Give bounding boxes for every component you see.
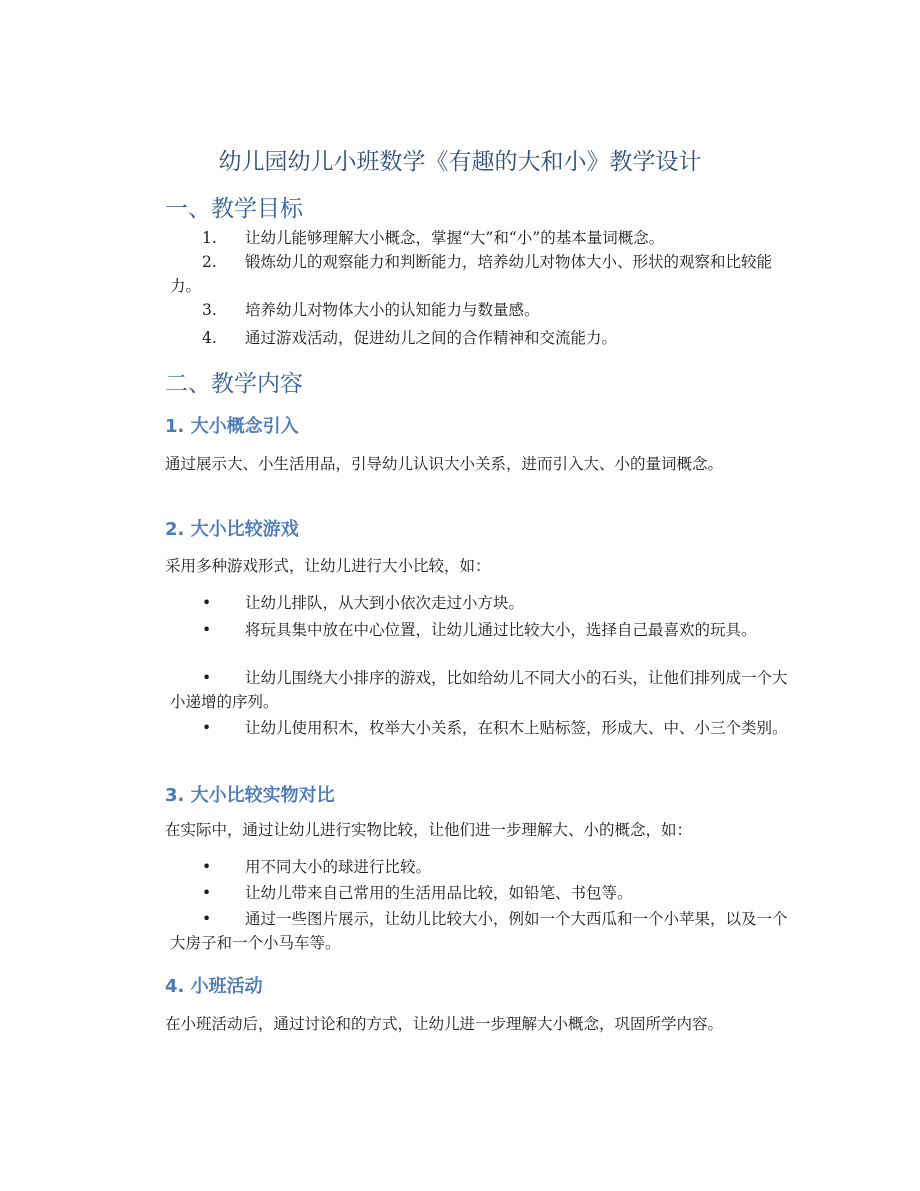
subsection-heading-game: 2. 大小比较游戏 <box>165 519 299 540</box>
list-item-text: 将玩具集中放在中心位置，让幼儿通过比较大小，选择自己最喜欢的玩具。 <box>245 621 757 639</box>
list-marker: 2. <box>202 253 217 271</box>
list-item-text: 让幼儿围绕大小排序的游戏，比如给幼儿不同大小的石头，让他们排列成一个大小递增的序列。 <box>170 669 788 711</box>
bullet-marker: • <box>202 621 212 639</box>
subsection-heading-compare: 3. 大小比较实物对比 <box>165 785 335 806</box>
bullet-marker: • <box>202 910 212 928</box>
list-item <box>170 250 790 298</box>
list-item <box>170 881 790 905</box>
list-item-text: 通过一些图片展示，让幼儿比较大小，例如一个大西瓜和一个小苹果，以及一个大房子和一个小马车等。 <box>170 910 788 952</box>
list-item <box>170 855 790 879</box>
list-marker: 4. <box>202 329 217 347</box>
list-item-text: 让幼儿带来自己常用的生活用品比较，如铅笔、书包等。 <box>245 884 633 902</box>
paragraph: 采用多种游戏形式，让幼儿进行大小比较，如： <box>165 557 491 575</box>
list-item-text: 培养幼儿对物体大小的认知能力与数量感。 <box>245 301 540 319</box>
bullet-marker: • <box>202 884 212 902</box>
list-marker: 3. <box>202 301 217 319</box>
list-item <box>170 618 790 642</box>
bullet-marker: • <box>202 594 212 612</box>
list-item-text: 通过游戏活动，促进幼儿之间的合作精神和交流能力。 <box>245 329 618 347</box>
section-heading-content: 二、教学内容 <box>165 371 303 397</box>
list-item <box>170 226 790 250</box>
list-item-text: 用不同大小的球进行比较。 <box>245 858 432 876</box>
subsection-heading-intro: 1. 大小概念引入 <box>165 416 299 437</box>
document-title: 幼儿园幼儿小班数学《有趣的大和小》教学设计 <box>218 149 702 175</box>
paragraph: 在小班活动后，通过讨论和的方式，让幼儿进一步理解大小概念，巩固所学内容。 <box>165 1015 724 1033</box>
list-item <box>170 907 790 955</box>
subsection-heading-activity: 4. 小班活动 <box>165 976 263 997</box>
paragraph: 在实际中，通过让幼儿进行实物比较，让他们进一步理解大、小的概念，如： <box>165 821 693 839</box>
list-item-text: 让幼儿排队，从大到小依次走过小方块。 <box>245 594 525 612</box>
list-item <box>170 326 790 350</box>
bullet-marker: • <box>202 719 212 737</box>
list-item <box>170 591 790 615</box>
list-marker: 1. <box>202 229 217 247</box>
bullet-marker: • <box>202 858 212 876</box>
list-item-text: 让幼儿能够理解大小概念，掌握“大”和“小”的基本量词概念。 <box>245 229 665 247</box>
list-item <box>170 666 790 714</box>
list-item <box>170 298 790 322</box>
bullet-marker: • <box>202 669 212 687</box>
paragraph: 通过展示大、小生活用品，引导幼儿认识大小关系，进而引入大、小的量词概念。 <box>165 455 724 473</box>
list-item-text: 锻炼幼儿的观察能力和判断能力，培养幼儿对物体大小、形状的观察和比较能力。 <box>170 253 773 295</box>
list-item-text: 让幼儿使用积木，枚举大小关系，在积木上贴标签，形成大、中、小三个类别。 <box>245 719 788 737</box>
section-heading-goals: 一、教学目标 <box>165 196 303 222</box>
list-item <box>170 716 790 740</box>
